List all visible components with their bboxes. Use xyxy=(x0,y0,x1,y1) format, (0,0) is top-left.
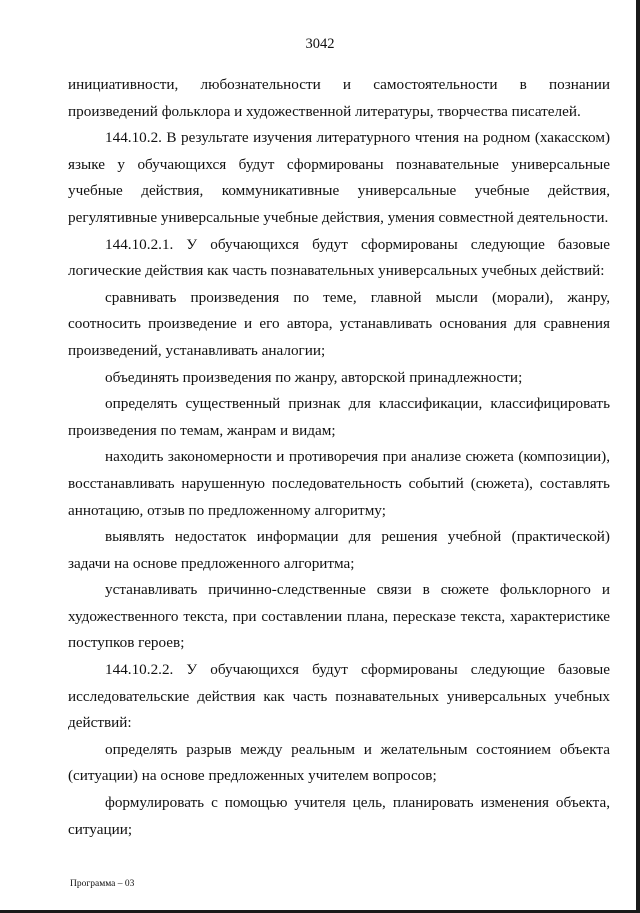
paragraph-5: объединять произведения по жанру, авторской принадлежности; xyxy=(105,368,523,386)
paragraph-2: 144.10.2. В результате изучения литературного чтения на родном (хакасском) языке у обучающихся будут сформированы познавательные универсальные учебные действия, коммуникативные универсальные учебные действия, регулятивные универсальные учебные действия, умения совместной деятельности. xyxy=(68,129,610,226)
page-number: 3042 xyxy=(305,36,335,52)
paragraph-6: определять существенный признак для классификации, классифицировать произведения по темам, жанрам и видам; xyxy=(68,395,610,439)
paragraph-4: сравнивать произведения по теме, главной мысли (морали), жанру, соотносить произведение и его автора, устанавливать основания для сравнения произведений, устанавливать аналогии; xyxy=(68,288,610,359)
paragraph-9: устанавливать причинно-следственные связи в сюжете фольклорного и художественного текста, при составлении плана, пересказе текста, характеристике поступков героев; xyxy=(68,581,610,652)
scan-edge-right xyxy=(636,0,640,913)
paragraph-7: находить закономерности и противоречия при анализе сюжета (композиции), восстанавливать нарушенную последовательность событий (сюжета), составлять аннотацию, отзыв по предложенному алгоритму; xyxy=(68,448,610,519)
paragraph-8: выявлять недостаток информации для решения учебной (практической) задачи на основе предложенного алгоритма; xyxy=(68,528,610,572)
paragraph-1: инициативности, любознательности и самостоятельности в познании произведений фольклора и художественной литературы, творчества писателей. xyxy=(68,76,610,120)
paragraph-11: определять разрыв между реальным и желательным состоянием объекта (ситуации) на основе предложенных учителем вопросов; xyxy=(68,740,610,785)
footer-program-label: Программа – 03 xyxy=(70,879,135,889)
paragraph-10: 144.10.2.2. У обучающихся будут сформированы следующие базовые исследовательские действия как часть познавательных универсальных учебных действий: xyxy=(68,661,610,732)
paragraph-12: формулировать с помощью учителя цель, планировать изменения объекта, ситуации; xyxy=(68,794,610,838)
paragraph-3: 144.10.2.1. У обучающихся будут сформированы следующие базовые логические действия как часть познавательных универсальных учебных действий: xyxy=(68,235,610,280)
document-body xyxy=(68,72,610,843)
